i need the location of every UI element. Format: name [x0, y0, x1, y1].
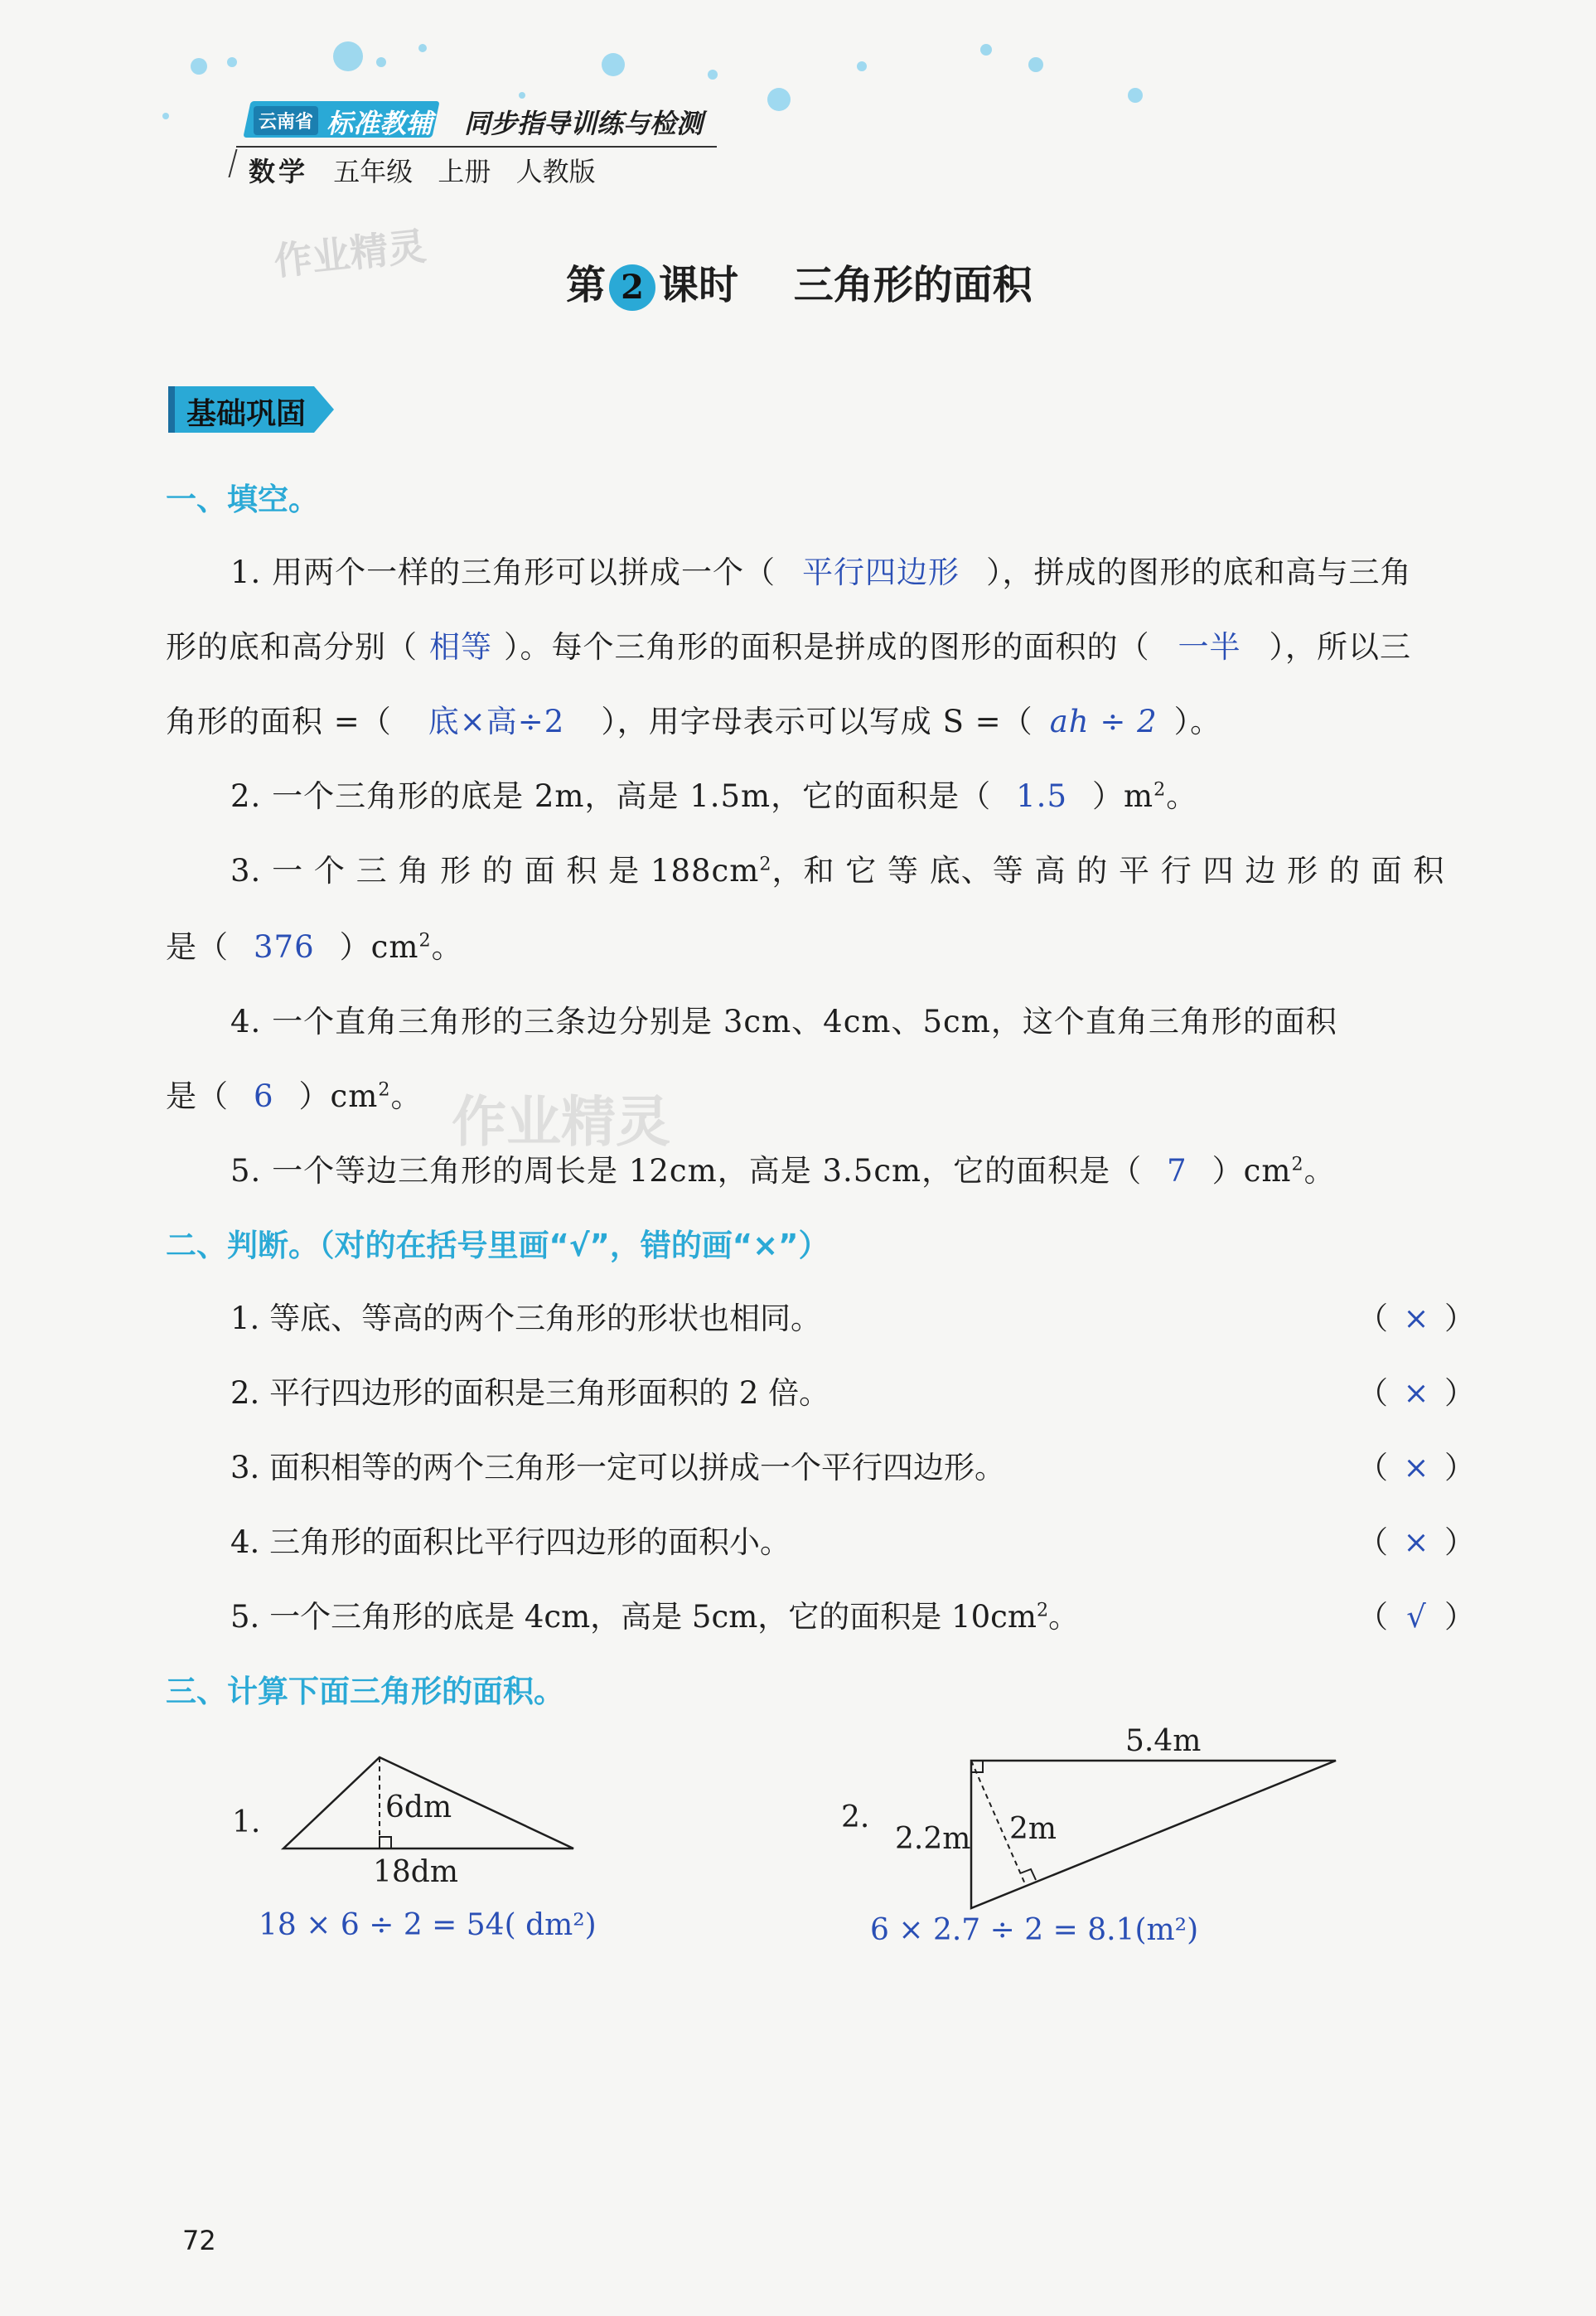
q3-text: ，和 它 等 底、等 高 的 平 行 四 边 形 的 面 积 — [771, 853, 1445, 889]
judge-mark-3 — [1357, 1442, 1475, 1487]
q3-exp: 2 — [418, 929, 432, 952]
q5-unit: ）cm — [1212, 1153, 1292, 1189]
judge-mark-1 — [1357, 1293, 1475, 1338]
judge-item-4: 4. 三角形的面积比平行四边形的面积小。 — [230, 1524, 791, 1560]
paren: （ — [1357, 1450, 1388, 1485]
lesson-name: 三角形的面积 — [793, 262, 1033, 308]
q5-end: 。 — [1303, 1153, 1336, 1189]
fig1-answer: 18 × 6 ÷ 2 = 54( dm²) — [259, 1908, 597, 1942]
part3-heading: 三、计算下面三角形的面积。 — [166, 1674, 564, 1709]
q4-exp: 2 — [378, 1078, 391, 1101]
q5-text: 5. 一个等边三角形的周长是 12cm，高是 3.5cm，它的面积是（ — [230, 1153, 1143, 1189]
q2-exp: 2 — [1153, 778, 1167, 801]
q1-text: ）。 — [1173, 704, 1222, 739]
part2-heading: 二、判断。（对的在括号里画“√”，错的画“×”） — [166, 1228, 829, 1263]
judge-mark-4 — [1357, 1517, 1475, 1562]
q4-text: 是（ — [166, 1078, 229, 1114]
q2-end: 。 — [1166, 778, 1198, 814]
page-number: 72 — [182, 2225, 216, 2256]
judge-answer: × — [1403, 1450, 1429, 1485]
lesson-number: 2 — [609, 264, 655, 311]
q3-answer: 376 — [254, 929, 315, 965]
fig1-height-label: 6dm — [385, 1790, 452, 1824]
judge-answer: × — [1403, 1375, 1429, 1411]
q3-line1 — [230, 845, 1444, 890]
q5-answer: 7 — [1167, 1153, 1187, 1189]
paren: （ — [1357, 1599, 1388, 1635]
fig2-answer: 6 × 2.7 ÷ 2 = 8.1(m²) — [870, 1913, 1199, 1947]
judge-text: 5. 一个三角形的底是 4cm，高是 5cm，它的面积是 10cm — [230, 1599, 1037, 1635]
q3-text: 是（ — [166, 929, 229, 965]
q1-text: 角形的面积 =（ — [166, 704, 392, 739]
q4-unit: ）cm — [298, 1078, 379, 1114]
fig1-base-label: 18dm — [373, 1855, 458, 1889]
lesson-title — [566, 253, 1033, 311]
q4-line2 — [166, 1071, 422, 1116]
q4-answer: 6 — [254, 1078, 274, 1114]
paren: ） — [1444, 1301, 1475, 1336]
q1-answer3: 一半 — [1178, 629, 1241, 665]
volume: 上册 — [438, 156, 491, 187]
q1-line3 — [166, 696, 1221, 741]
paren: （ — [1357, 1301, 1388, 1336]
section-tag: 基础巩固 — [186, 397, 307, 431]
paren: ） — [1444, 1375, 1475, 1411]
q1-answer5: ah ÷ 2 — [1049, 704, 1158, 739]
header-slash — [228, 149, 237, 177]
lesson-suffix: 课时 — [659, 262, 739, 308]
judge-answer: × — [1403, 1524, 1429, 1560]
q1-text: 形的底和高分别（ — [166, 629, 418, 665]
header-rule — [236, 146, 717, 148]
q4-line1 — [230, 996, 1337, 1041]
q2-text: 2. 一个三角形的底是 2m，高是 1.5m，它的面积是（ — [230, 778, 992, 814]
series-title: 同步指导训练与检测 — [464, 108, 704, 139]
q1-text: ）。每个三角形的面积是拼成的图形的面积的（ — [504, 629, 1150, 665]
fig2-top-label: 5.4m — [1125, 1724, 1202, 1758]
fig2-left-label: 2.2m — [895, 1822, 971, 1856]
judge-mark-2 — [1357, 1368, 1475, 1412]
q3-line2 — [166, 922, 463, 967]
q3-end: 。 — [431, 929, 463, 965]
q5 — [230, 1146, 1336, 1190]
q1-line1 — [230, 547, 1412, 592]
paren: ） — [1444, 1599, 1475, 1635]
q1-line2 — [166, 622, 1411, 666]
header-meta — [249, 151, 596, 189]
fig2-inner-label: 2m — [1009, 1812, 1057, 1846]
q3-text: 3. 一 个 三 角 形 的 面 积 是 188cm — [230, 853, 760, 889]
fig1-number: 1. — [232, 1805, 261, 1839]
judge-item-3: 3. 面积相等的两个三角形一定可以拼成一个平行四边形。 — [230, 1450, 1006, 1485]
q1-text: ），用字母表示可以写成 S =（ — [601, 704, 1033, 739]
paren: （ — [1357, 1524, 1388, 1560]
q1-answer2: 相等 — [429, 629, 492, 665]
q1-answer4: 底×高÷2 — [428, 704, 565, 739]
judge-item-5 — [230, 1592, 1079, 1636]
judge-mark-5 — [1357, 1592, 1475, 1636]
paren: ） — [1444, 1524, 1475, 1560]
q1-text: ），所以三 — [1269, 629, 1411, 665]
watermark-top: 作业精灵 — [271, 223, 428, 284]
paren: ） — [1444, 1450, 1475, 1485]
brand-badge: 云南省 — [254, 106, 318, 135]
watermark-middle: 作业精灵 — [452, 1090, 670, 1154]
grade: 五年级 — [333, 156, 414, 187]
judge-answer: √ — [1406, 1599, 1426, 1635]
q3-unit: ）cm — [339, 929, 419, 965]
paren: （ — [1357, 1375, 1388, 1411]
fig2-number: 2. — [841, 1800, 870, 1834]
q4-end: 。 — [390, 1078, 423, 1114]
subject: 数学 — [249, 156, 309, 187]
judge-item-1: 1. 等底、等高的两个三角形的形状也相同。 — [230, 1301, 822, 1336]
brand-name: 标准教辅 — [326, 108, 433, 139]
q5-exp: 2 — [1291, 1153, 1304, 1175]
q1-answer1: 平行四边形 — [802, 555, 960, 590]
q1-text: ），拼成的图形的底和高与三角 — [986, 555, 1412, 590]
q3-exp: 2 — [759, 853, 772, 875]
judge-end: 。 — [1048, 1599, 1080, 1635]
q1-text: 1. 用两个一样的三角形可以拼成一个（ — [230, 555, 776, 590]
judge-item-2: 2. 平行四边形的面积是三角形面积的 2 倍。 — [230, 1375, 830, 1411]
judge-answer: × — [1403, 1301, 1429, 1336]
part1-heading: 一、填空。 — [166, 482, 319, 517]
judge-exp: 2 — [1036, 1599, 1049, 1621]
q2 — [230, 771, 1197, 816]
q2-unit: ）m — [1091, 778, 1154, 814]
q4-text: 4. 一个直角三角形的三条边分别是 3cm、4cm、5cm，这个直角三角形的面积 — [230, 1004, 1337, 1039]
edition: 人教版 — [515, 156, 596, 187]
q2-answer: 1.5 — [1016, 778, 1067, 814]
section-tag-bar — [168, 386, 175, 433]
lesson-prefix: 第 — [566, 262, 607, 308]
